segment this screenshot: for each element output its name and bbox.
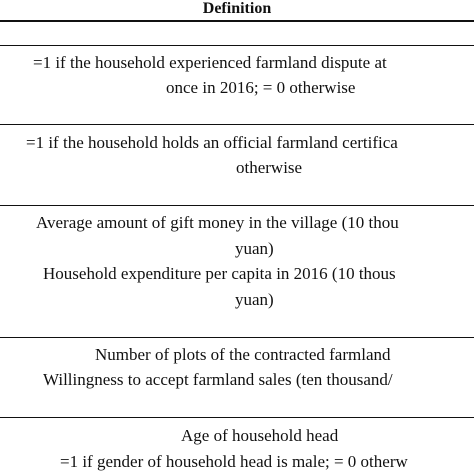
column-header-definition: Definition: [202, 0, 272, 17]
row-divider: [0, 417, 474, 418]
definition-line: once in 2016; = 0 otherwise: [166, 78, 356, 97]
definition-line: =1 if gender of household head is male; = 0 otherw: [60, 452, 408, 471]
definition-line: Willingness to accept farmland sales (ten thousand/: [43, 370, 393, 389]
row-divider: [0, 45, 474, 46]
definition-line: Age of household head: [181, 426, 339, 445]
definition-line: Household expenditure per capita in 2016 (10 thous: [43, 264, 396, 283]
definition-line: yuan): [235, 239, 274, 258]
row-divider: [0, 337, 474, 338]
definition-line: =1 if the household holds an official farmland certifica: [26, 133, 398, 152]
definition-line: =1 if the household experienced farmland dispute at: [33, 53, 387, 72]
header-rule: [0, 20, 474, 22]
row-divider: [0, 124, 474, 125]
row-divider: [0, 205, 474, 206]
definition-line: yuan): [235, 290, 274, 309]
definition-line: otherwise: [236, 158, 303, 177]
definition-line: Number of plots of the contracted farmland: [95, 345, 391, 364]
definition-line: Average amount of gift money in the village (10 thou: [36, 213, 399, 232]
